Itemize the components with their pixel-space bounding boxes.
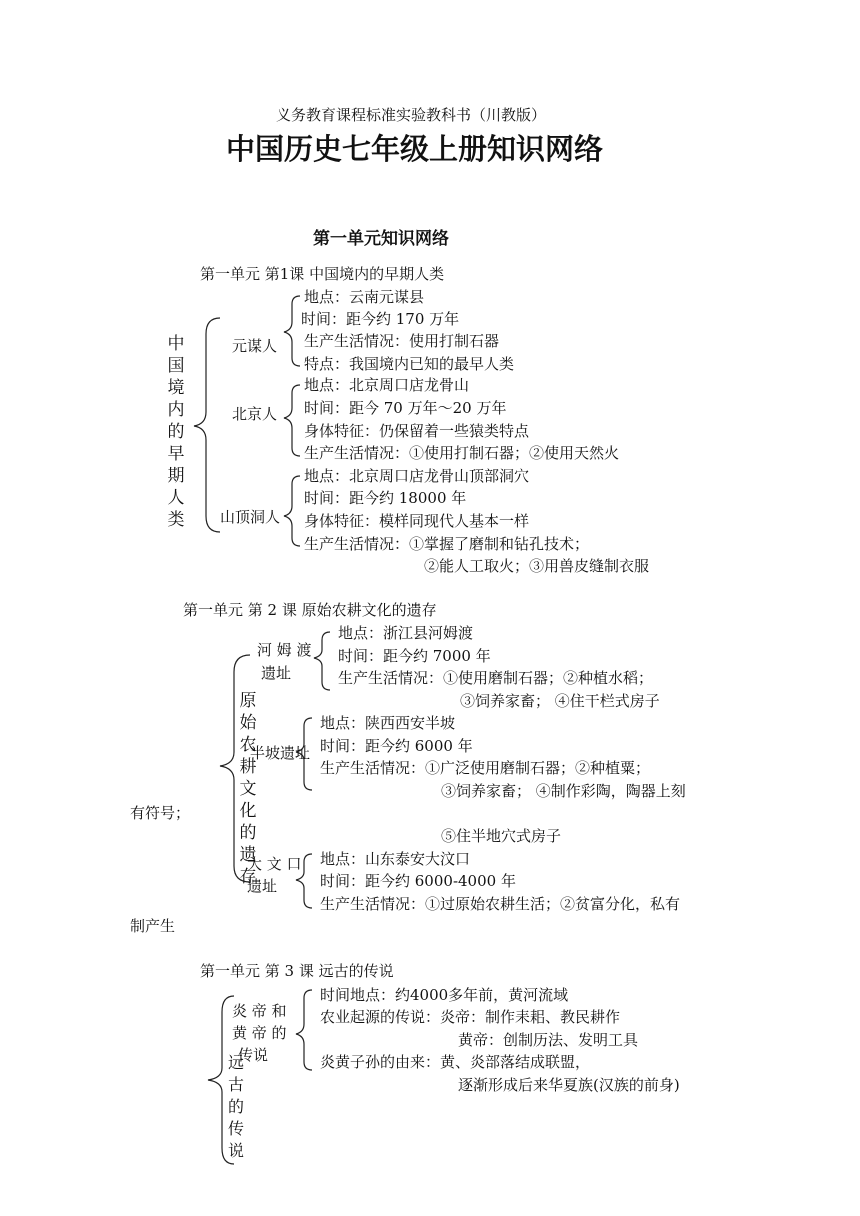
yanhuang-label-3: 传说 [238,1046,269,1064]
dawenkou-line-3: 生产生活情况：①过原始农耕生活；②贫富分化，私有 [320,895,681,913]
banpo-line-6: ⑤住半地穴式房子 [441,827,562,845]
lesson1-heading: 第一单元 第1课 中国境内的早期人类 [200,265,445,283]
yanhuang-line-3: 黄帝：创制历法、发明工具 [458,1031,639,1049]
shanding-label: 山顶洞人 [220,508,281,526]
yanhuang-label-2: 黄 帝 的 [232,1024,287,1042]
dawenkou-line-2: 时间：距今约 6000-4000 年 [320,872,516,890]
shanding-line-3: 身体特征：模样同现代人基本一样 [304,512,530,530]
bracket-yuanmou [284,296,300,366]
bracket-hemudu [314,632,330,690]
beijing-line-3: 身体特征：仍保留着一些猿类特点 [304,422,530,440]
bracket-shanding [284,476,300,546]
yanhuang-line-4: 炎黄子孙的由来：黄、炎部落结成联盟， [320,1053,591,1071]
hemudu-label-1: 河 姆 渡 [257,641,312,659]
shanding-line-4: 生产生活情况：①掌握了磨制和钻孔技术； [304,535,590,553]
yuanmou-line-4: 特点：我国境内已知的最早人类 [304,355,515,373]
lesson2-heading: 第一单元 第 2 课 原始农耕文化的遗存 [183,601,437,619]
yuanmou-line-1: 地点：云南元谋县 [304,288,425,306]
bracket-beijing [284,385,300,456]
page-title: 中国历史七年级上册知识网络 [226,132,604,166]
dawenkou-line-4: 制产生 [130,917,176,935]
hemudu-line-2: 时间：距今约 7000 年 [338,647,491,665]
beijing-label: 北京人 [232,405,278,423]
unit-title: 第一单元知识网络 [313,229,449,249]
shanding-line-2: 时间：距今约 18000 年 [304,489,467,507]
hemudu-line-4: ③饲养家畜； ④住干栏式房子 [460,692,660,710]
yuanmou-line-3: 生产生活情况：使用打制石器 [304,332,500,350]
bracket-yanhuang [296,990,312,1070]
yanhuang-line-5: 逐渐形成后来华夏族(汉族的前身) [458,1076,680,1094]
lesson3-heading: 第一单元 第 3 课 远古的传说 [200,962,394,980]
dawenkou-label-1: 大 文 口 [247,855,302,873]
beijing-line-1: 地点：北京周口店龙骨山 [304,376,470,394]
banpo-line-5: 有符号； [130,804,191,822]
banpo-line-2: 时间：距今约 6000 年 [320,737,473,755]
yuanmou-line-2: 时间：距今约 170 万年 [301,310,460,328]
lesson1-root-label: 中国境内的早期人类 [167,334,185,530]
subtitle: 义务教育课程标准实验教科书（川教版） [276,106,547,124]
banpo-line-4: ③饲养家畜； ④制作彩陶，陶器上刻 [441,782,686,800]
shanding-line-5: ②能人工取火；③用兽皮缝制衣服 [424,557,650,575]
lesson3-root-label: 远古的传说 [227,1053,244,1160]
banpo-line-3: 生产生活情况：①广泛使用磨制石器；②种植粟； [320,759,651,777]
hemudu-line-1: 地点：浙江县河姆渡 [338,624,474,642]
banpo-line-1: 地点：陕西西安半坡 [320,714,456,732]
lesson2-root-label: 原始农耕文化的遗存 [239,691,257,887]
bracket-lesson1-root [194,318,220,532]
yanhuang-line-2: 农业起源的传说：炎帝：制作耒耜、教民耕作 [320,1008,621,1026]
yanhuang-label-1: 炎 帝 和 [232,1002,287,1020]
hemudu-label-2: 遗址 [261,664,292,682]
yanhuang-line-1: 时间地点：约4000多年前，黄河流域 [320,986,569,1004]
dawenkou-line-1: 地点：山东泰安大汶口 [320,850,471,868]
banpo-label: 半坡遗址 [250,744,311,762]
hemudu-line-3: 生产生活情况：①使用磨制石器；②种植水稻； [338,669,654,687]
dawenkou-label-2: 遗址 [247,877,278,895]
yuanmou-label: 元谋人 [232,337,278,355]
shanding-line-1: 地点：北京周口店龙骨山顶部洞穴 [304,467,530,485]
beijing-line-2: 时间：距今 70 万年～20 万年 [304,399,507,417]
beijing-line-4: 生产生活情况：①使用打制石器；②使用天然火 [304,444,620,462]
